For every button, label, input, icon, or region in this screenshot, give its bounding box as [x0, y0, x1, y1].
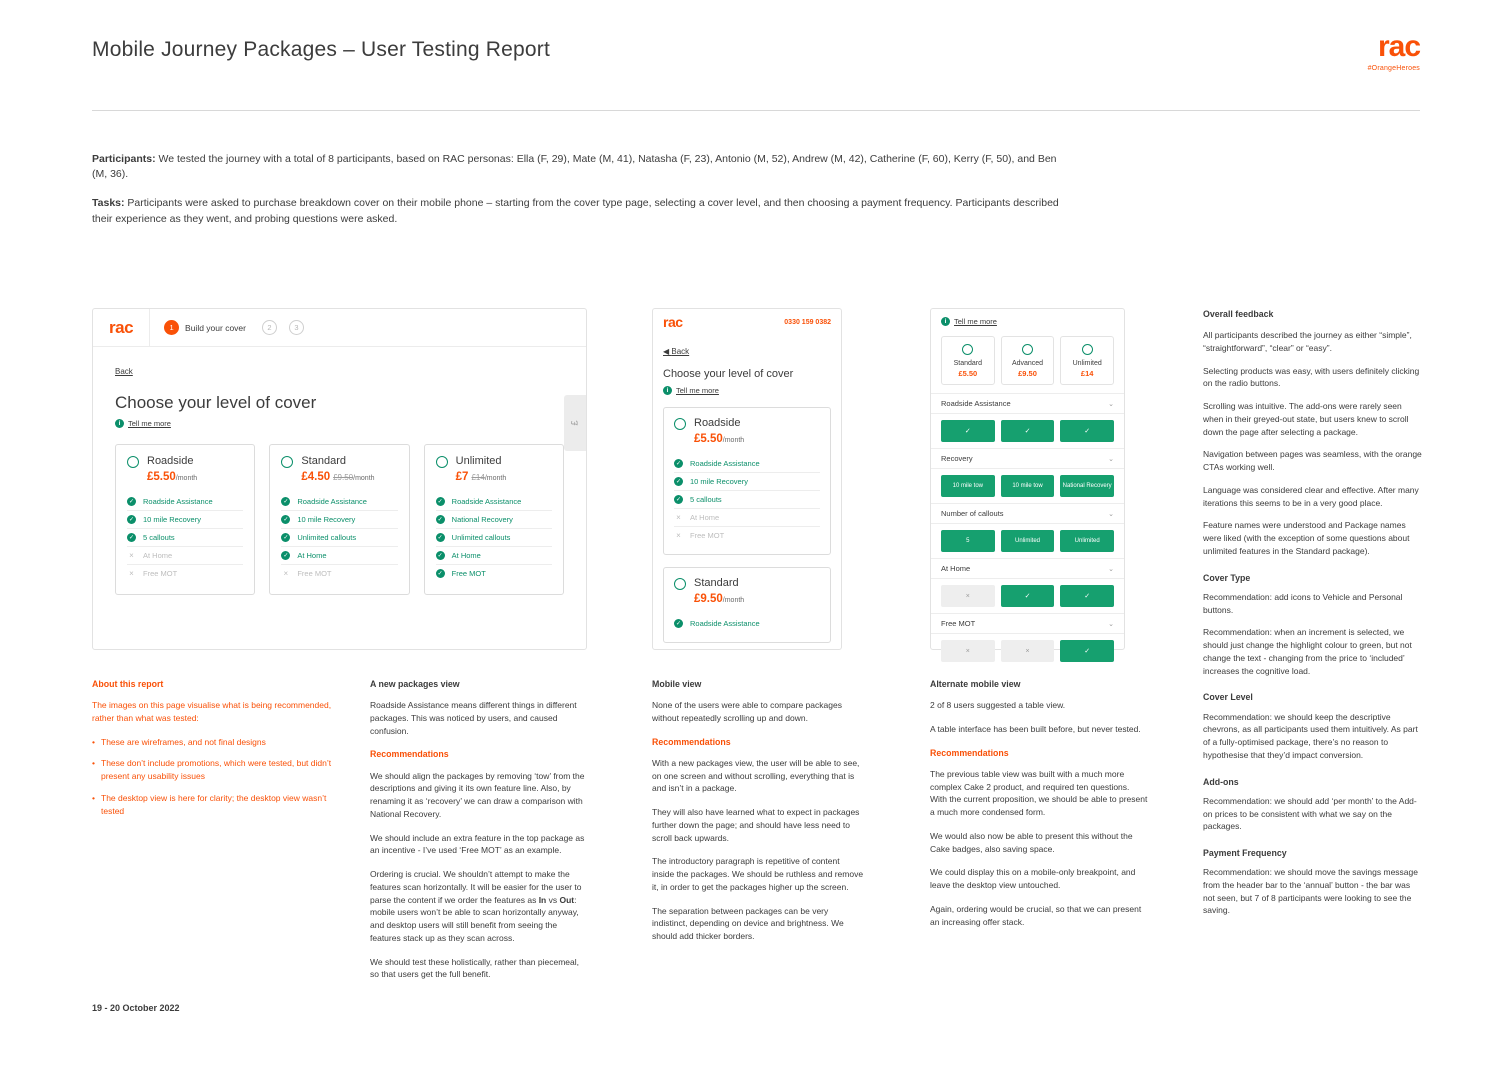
feedback-para-6: Feature names were understood and Package names were liked (with the exception of some questions about unlimited features in the Standard package). — [1203, 520, 1410, 556]
table-section-callouts[interactable] — [931, 503, 1124, 524]
feedback-para-3: Scrolling was intuitive. The add-ons were rarely seen when in their greyed-out state, but users knew to scroll down the page after selecting a package. — [1203, 401, 1409, 437]
package-card-unlimited[interactable] — [424, 444, 564, 595]
packages-view-rec-2: We should include an extra feature in the top package as an incentive - I’ve used ‘Free MOT’ as an example. — [370, 832, 585, 856]
chevron-down-icon: ⌄ — [1108, 510, 1114, 518]
package-price-value: £5.50 — [694, 433, 723, 446]
package-radio[interactable] — [1082, 344, 1093, 355]
package-card-roadside[interactable] — [663, 407, 831, 555]
tell-me-more-label: Tell me more — [954, 317, 997, 326]
feature-label: At Home — [143, 551, 173, 561]
about-title: About this report — [92, 679, 164, 689]
mobile-view-rec-2: They will also have learned what to expect in packages further down the page; and should have less need to scroll back upwards. — [652, 807, 860, 843]
table-cell[interactable]: ✓ — [1001, 420, 1055, 442]
back-link[interactable]: ◀ Back — [663, 347, 690, 356]
feature-row — [281, 493, 397, 511]
feature-row — [436, 565, 552, 582]
check-icon: ✓ — [675, 497, 682, 504]
feature-row — [127, 493, 243, 511]
alt-mobile-body-1: 2 of 8 users suggested a table view. — [930, 700, 1066, 711]
cover-level-heading: Choose your level of cover — [115, 393, 317, 412]
mobile-view-rec-3: The introductory paragraph is repetitive of content inside the packages. We should be ruthless and remove it, in order to get the packages higher up the screen. — [652, 856, 864, 892]
list-item: • These don’t include promotions, which were tested, but didn’t present any usability issues — [92, 757, 337, 783]
package-radio[interactable] — [962, 344, 973, 355]
package-name: Roadside — [694, 417, 741, 429]
package-price-period: /month — [722, 597, 745, 605]
table-cell[interactable]: ✓ — [941, 420, 995, 442]
section-heading-payment-frequency: Payment Frequency — [1203, 848, 1287, 858]
participants-paragraph — [92, 152, 1072, 182]
table-column-advanced[interactable] — [1001, 336, 1055, 385]
package-price — [301, 471, 374, 483]
package-feature-list — [674, 455, 820, 544]
table-column-headers — [931, 330, 1124, 393]
package-feature-list — [674, 615, 820, 632]
recommendation-text: when an increment is selected, we should just change the highlight colour to green, but not change the text - changing from the price to ‘included’ increases the cognitive load. — [1203, 627, 1412, 676]
feature-label: Free MOT — [690, 531, 725, 541]
feature-label: 5 callouts — [143, 533, 175, 543]
check-icon: ✓ — [437, 517, 443, 524]
feature-label: At Home — [297, 551, 327, 561]
recommendation-label: Recommendation: — [1203, 591, 1272, 602]
column-price: £9.50 — [1018, 369, 1037, 378]
section-label: Number of callouts — [941, 509, 1004, 518]
feature-row — [436, 493, 552, 511]
feature-row — [436, 511, 552, 529]
cross-icon: × — [676, 531, 681, 541]
table-cell[interactable]: × — [941, 640, 995, 662]
package-price — [456, 471, 507, 483]
table-cell[interactable]: ✓ — [1001, 585, 1055, 607]
table-cell[interactable]: 10 mile tow — [941, 475, 995, 497]
recommendation-label: Recommendation: — [1203, 795, 1272, 806]
package-price-period: /month — [484, 475, 507, 483]
wireframe-mobile — [652, 308, 842, 650]
check-icon: ✓ — [128, 535, 135, 542]
add-ons-rec-1 — [1203, 795, 1423, 833]
alt-mobile-rec-2: We would also now be able to present this without the Cake badges, also saving space. — [930, 830, 1133, 854]
table-cell[interactable]: 10 mile tow — [1001, 475, 1055, 497]
chevron-down-icon: ⌄ — [1108, 455, 1114, 463]
wireframe-desktop — [92, 308, 587, 650]
tasks-paragraph — [92, 196, 1072, 226]
rac-logo-mark: rac — [1377, 30, 1420, 63]
rac-logo-icon: rac — [109, 317, 134, 337]
section-heading-cover-level: Cover Level — [1203, 692, 1253, 703]
topbar-divider — [149, 309, 150, 347]
check-icon: ✓ — [437, 553, 443, 560]
tasks-text: Participants were asked to purchase breakdown cover on their mobile phone – starting from the cover type page, selecting a cover level, and then choosing a payment frequency. Participants described their experience as they went, and probing questions were asked. — [92, 197, 1059, 225]
chevron-down-icon: ⌄ — [1108, 565, 1114, 573]
table-section-roadside[interactable] — [931, 393, 1124, 414]
package-name: Standard — [694, 577, 739, 590]
tell-me-more-link[interactable] — [663, 386, 831, 395]
rec3-vs: vs — [546, 894, 560, 905]
recommendation-label: Recommendation: — [1203, 627, 1272, 638]
chevron-down-icon: ⌄ — [1108, 620, 1114, 628]
check-icon: ✓ — [128, 499, 135, 506]
recommendation-text: add icons to Vehicle and Personal buttons. — [1203, 591, 1403, 615]
feature-label: 5 callouts — [690, 495, 722, 505]
overall-feedback — [1203, 308, 1423, 927]
mobile-view-title: Mobile view — [652, 679, 702, 689]
recommendations-title: Recommendations — [370, 749, 449, 760]
feature-row — [127, 547, 243, 565]
notes-mobile-view — [652, 678, 864, 954]
package-card-standard[interactable] — [663, 567, 831, 643]
table-cell[interactable]: ✓ — [1060, 640, 1114, 662]
recommendation-text: we should keep the descriptive chevrons, as all participants used them intuitively. As part of a fully-optimised package, there’s no reason to hypothesise that they’d impact conversion. — [1203, 711, 1418, 760]
package-price-period: /month — [175, 475, 198, 483]
feature-label: Unlimited callouts — [297, 533, 357, 543]
feature-row — [281, 547, 397, 565]
feature-row — [674, 455, 820, 473]
packages-view-body: Roadside Assistance means different things in different packages. This was noticed by users, and caused confusion. — [370, 700, 577, 736]
packages-view-rec-3 — [370, 868, 588, 945]
intro-block — [92, 152, 1072, 241]
package-feature-list — [281, 493, 397, 582]
feature-row — [674, 473, 820, 491]
package-card-header — [436, 455, 552, 483]
package-price-period: /month — [722, 437, 745, 445]
table-column-unlimited[interactable] — [1060, 336, 1114, 385]
package-feature-list — [127, 493, 243, 582]
table-row — [931, 579, 1124, 613]
package-price-period: /month — [353, 475, 375, 483]
section-label: Free MOT — [941, 619, 976, 628]
package-radio[interactable] — [281, 456, 293, 468]
package-radio[interactable] — [127, 456, 139, 468]
footer-date: 19 - 20 October 2022 — [92, 1003, 180, 1013]
info-icon: i — [941, 317, 950, 326]
price-drawer-label: £ — [569, 420, 580, 426]
feedback-para-4: Navigation between pages was seamless, with the orange CTAs working well. — [1203, 449, 1422, 473]
page-title: Mobile Journey Packages – User Testing Report — [92, 38, 551, 61]
tell-me-more-link[interactable] — [115, 419, 564, 428]
rac-logo-subtitle: #OrangeHeroes — [1367, 65, 1420, 72]
feature-row — [127, 511, 243, 529]
feedback-para-2: Selecting products was easy, with users definitely clicking on the radio buttons. — [1203, 365, 1420, 389]
tell-me-more-label: Tell me more — [128, 419, 171, 428]
recommendation-label: Recommendation: — [1203, 867, 1272, 878]
table-cell[interactable]: ✓ — [1060, 585, 1114, 607]
feature-row — [674, 491, 820, 509]
check-icon: ✓ — [283, 553, 289, 560]
check-icon: ✓ — [283, 535, 289, 542]
feature-label: 10 mile Recovery — [690, 477, 748, 487]
package-card-header — [674, 577, 820, 605]
column-name: Advanced — [1011, 360, 1044, 367]
feature-label: At Home — [451, 551, 481, 561]
recommendation-text: we should add ‘per month’ to the Add-on prices to be consistent with what we say on the packages. — [1203, 795, 1417, 832]
check-icon: ✓ — [437, 499, 443, 506]
column-price: £5.50 — [958, 369, 978, 378]
rec3-part-e: : mobile users won’t be able to scan horizontally anyway, and desktop users will still benefit from seeing the features stack up as they scan across. — [370, 894, 579, 943]
package-card-roadside[interactable] — [115, 444, 255, 595]
feedback-title: Overall feedback — [1203, 309, 1274, 319]
feature-row — [281, 565, 397, 582]
feature-label: Roadside Assistance — [297, 497, 367, 507]
package-price-value: £4.50 — [301, 471, 331, 484]
table-row — [931, 414, 1124, 448]
package-price — [147, 471, 197, 483]
table-cell[interactable]: Unlimited — [1060, 530, 1114, 552]
feature-row — [674, 509, 820, 527]
feedback-para-5: Language was considered clear and effective. After many iterations this seems to be in a very good place. — [1203, 484, 1419, 508]
mobile-view-body: None of the users were able to compare packages without repeatedly scrolling up and down. — [652, 700, 842, 723]
check-icon: ✓ — [283, 499, 289, 506]
check-icon: ✓ — [437, 535, 443, 542]
table-cell[interactable]: National Recovery — [1060, 475, 1114, 497]
rec3-out: Out — [559, 894, 575, 905]
packages-view-rec-1: We should align the packages by removing ‘tow’ from the descriptions and giving it its own feature line. Also, by renaming it as ‘recovery’ we can draw a comparison with National Recovery. — [370, 770, 585, 819]
about-lead: The images on this page visualise what is being recommended, rather than what was tested: — [92, 700, 332, 723]
alt-mobile-rec-1: The previous table view was built with a much more complex Cake 2 product, and required ten questions. With the current proposition, we should be able to present a much more condensed form. — [930, 768, 1148, 818]
cross-icon: × — [283, 569, 289, 579]
package-radio[interactable] — [1022, 344, 1033, 355]
feature-label: 10 mile Recovery — [297, 515, 356, 525]
packages-view-rec-4: We should test these holistically, rather than piecemeal, so that users get the full benefit. — [370, 956, 579, 980]
notes-alt-mobile-view — [930, 678, 1148, 939]
alt-mobile-title: Alternate mobile view — [930, 679, 1021, 689]
feature-row — [436, 529, 552, 547]
notes-about — [92, 678, 337, 826]
rac-logo-icon: rac — [663, 314, 683, 330]
section-label: Roadside Assistance — [941, 399, 1011, 408]
price-drawer-tab[interactable] — [564, 395, 586, 451]
alt-mobile-rec-4: Again, ordering would be crucial, so that we can present an increasing offer stack. — [930, 903, 1142, 927]
tasks-label: Tasks: — [92, 197, 125, 210]
step-1-indicator[interactable]: 1 — [164, 320, 179, 335]
page-header — [92, 30, 1420, 72]
package-name: Unlimited — [455, 455, 502, 467]
package-price-value: £9.50 — [694, 593, 723, 606]
tell-me-more-label: Tell me more — [676, 386, 719, 395]
rec3-part-a: Ordering is crucial. We shouldn’t attempt to make the features scan horizontally. It will be easier for the user to parse the content if we order the features as — [370, 869, 582, 905]
check-icon: ✓ — [675, 479, 682, 486]
package-card-standard[interactable] — [269, 444, 409, 595]
table-section-at-home[interactable] — [931, 558, 1124, 579]
table-section-free-mot[interactable] — [931, 613, 1124, 634]
feedback-para-1: All participants described the journey as either “simple”, “straightforward”, “clear” or “easy”. — [1203, 330, 1412, 353]
table-cell[interactable]: ✓ — [1060, 420, 1114, 442]
package-card-header — [281, 455, 397, 483]
step-1-label: Build your cover — [185, 322, 246, 333]
participants-text: We tested the journey with a total of 8 participants, based on RAC personas: Ella (F, 29), Mate (M, 41), Natasha (F, 23), Antonio (M, 52), Andrew (M, 42), Catherine (F, 60), Kerry (F, 50), and Ben (M, 36). — [92, 153, 1057, 181]
wireframe-desktop-body — [93, 347, 586, 595]
cross-icon: × — [129, 569, 134, 579]
mobile-view-rec-1: With a new packages view, the user will be able to see, on one screen and without scrolling, everything that is and isn’t in a package. — [652, 757, 860, 794]
feature-label: Free MOT — [143, 569, 178, 579]
feature-label: National Recovery — [451, 515, 513, 525]
feature-row — [281, 511, 397, 529]
section-heading-add-ons: Add-ons — [1203, 776, 1239, 787]
check-icon: ✓ — [283, 517, 289, 524]
column-price: £14 — [1080, 369, 1094, 378]
package-radio[interactable] — [674, 418, 686, 430]
package-name: Roadside — [147, 455, 194, 467]
alt-mobile-rec-3: We could display this on a mobile-only breakpoint, and leave the desktop view untouched. — [930, 867, 1136, 891]
recommendations-title: Recommendations — [930, 747, 1009, 758]
cover-level-heading: Choose your level of cover — [663, 368, 794, 380]
section-heading-cover-type: Cover Type — [1203, 572, 1251, 583]
feature-label: Roadside Assistance — [451, 497, 522, 507]
wireframe-mobile-topbar — [653, 309, 841, 335]
list-item: • The desktop view is here for clarity; the desktop view wasn’t tested — [92, 792, 337, 818]
packages-view-title: A new packages view — [370, 679, 460, 689]
package-feature-list — [436, 493, 552, 582]
section-label: At Home — [941, 564, 971, 573]
package-cards — [115, 444, 564, 595]
column-name: Unlimited — [1072, 360, 1102, 367]
check-icon: ✓ — [128, 517, 135, 524]
feature-row — [127, 565, 243, 582]
table-section-recovery[interactable] — [931, 448, 1124, 469]
phone-number[interactable]: 0330 159 0382 — [784, 318, 831, 326]
step-3-indicator[interactable]: 3 — [289, 320, 304, 335]
feature-label: Free MOT — [451, 569, 486, 579]
package-old-price: £14 — [471, 473, 485, 483]
feature-label: Free MOT — [297, 569, 332, 579]
mobile-view-rec-4: The separation between packages can be very indistinct, depending on device and brightness. We should add thicker borders. — [652, 905, 844, 942]
feature-label: Unlimited callouts — [451, 533, 511, 543]
wireframe-mobile-body — [653, 335, 841, 643]
feature-label: 10 mile Recovery — [143, 515, 201, 525]
table-cell[interactable]: Unlimited — [1001, 530, 1055, 552]
cover-type-rec-2 — [1203, 626, 1423, 677]
wireframe-table-topbar — [931, 309, 1124, 330]
header-divider — [92, 110, 1420, 111]
list-item: • These are wireframes, and not final designs — [92, 736, 337, 749]
column-name: Standard — [953, 360, 983, 367]
package-price-value: £5.50 — [147, 471, 176, 484]
table-row — [931, 634, 1124, 668]
feature-label: Roadside Assistance — [690, 619, 760, 629]
feature-row — [127, 529, 243, 547]
section-label: Recovery — [941, 454, 973, 463]
table-column-standard[interactable] — [941, 336, 995, 385]
feature-row — [281, 529, 397, 547]
step-2-indicator[interactable]: 2 — [262, 320, 277, 335]
tell-me-more-link[interactable] — [941, 317, 1114, 326]
cross-icon: × — [676, 513, 681, 523]
alt-mobile-body-2: A table interface has been built before, but never tested. — [930, 723, 1141, 734]
check-icon: ✓ — [675, 461, 682, 468]
notes-packages-view — [370, 678, 588, 992]
rac-logo — [1368, 32, 1420, 72]
package-radio[interactable] — [436, 456, 448, 468]
package-card-header — [674, 417, 820, 445]
cover-level-rec-1 — [1203, 711, 1423, 762]
info-icon: i — [115, 419, 124, 428]
table-cell[interactable]: × — [941, 585, 995, 607]
package-price-value: £7 — [455, 471, 469, 484]
back-label: Back — [671, 347, 690, 356]
check-icon: ✓ — [675, 621, 682, 628]
feature-label: At Home — [690, 513, 720, 523]
recommendation-label: Recommendation: — [1203, 711, 1272, 722]
feature-label: Roadside Assistance — [143, 497, 213, 507]
check-icon: ✓ — [437, 571, 443, 578]
package-price — [694, 593, 744, 605]
feature-label: Roadside Assistance — [690, 459, 760, 469]
rec3-in: In — [538, 894, 547, 905]
package-radio[interactable] — [674, 578, 686, 590]
package-name: Standard — [301, 455, 346, 467]
chevron-down-icon: ⌄ — [1108, 400, 1114, 408]
package-old-price: £9.50 — [333, 473, 354, 483]
recommendation-text: we should move the savings message from the header bar to the ‘annual’ button - the bar was not seen, but 7 of 8 participants were looking to see the saving. — [1203, 867, 1418, 916]
package-card-header — [127, 455, 243, 483]
wireframe-desktop-topbar — [93, 309, 586, 347]
feature-row — [436, 547, 552, 565]
about-bullets — [92, 736, 337, 818]
back-link[interactable]: Back — [115, 367, 133, 376]
feature-row — [674, 527, 820, 544]
table-cell[interactable]: × — [1001, 640, 1055, 662]
feature-row — [674, 615, 820, 632]
participants-label: Participants: — [92, 153, 156, 165]
table-row — [931, 469, 1124, 503]
package-price — [694, 433, 744, 445]
table-cell[interactable]: 5 — [941, 530, 995, 552]
recommendations-title: Recommendations — [652, 736, 731, 747]
table-row — [931, 524, 1124, 558]
cross-icon: × — [129, 551, 134, 561]
payment-frequency-rec-1 — [1203, 866, 1423, 917]
cover-type-rec-1 — [1203, 591, 1423, 617]
wireframe-table — [930, 308, 1125, 655]
info-icon: i — [663, 386, 672, 395]
